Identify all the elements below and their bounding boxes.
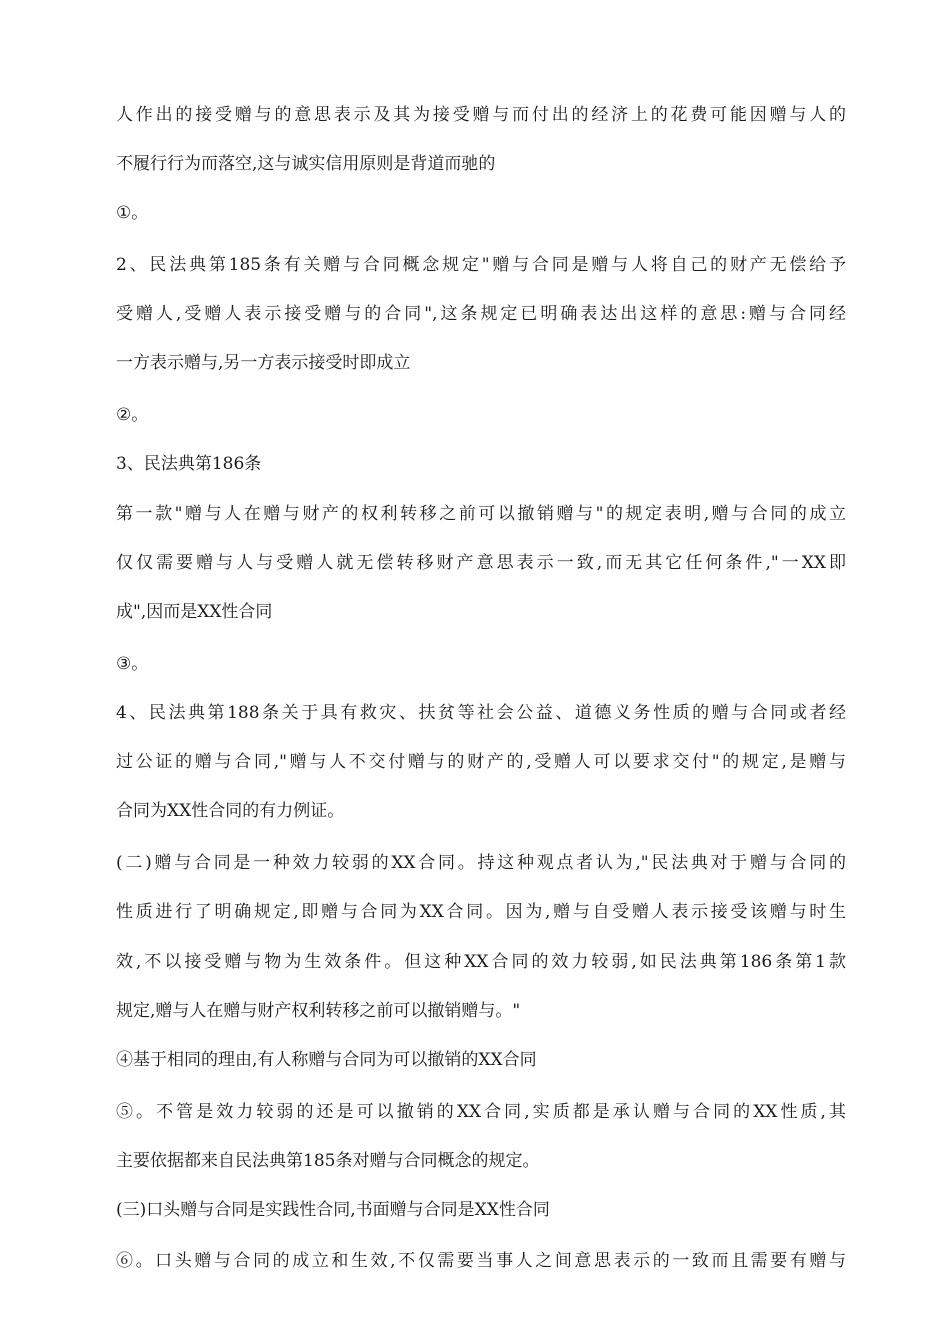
text-line: 规定,赠与人在赠与财产权利转移之前可以撤销赠与。" [116,1001,521,1021]
text-line: 4、民法典第188条关于具有救灾、扶贫等社会公益、道德义务性质的赠与合同或者经 [116,703,846,723]
text-line: 2、民法典第185条有关赠与合同概念规定"赠与合同是赠与人将自己的财产无偿给予 [116,255,846,275]
text-line: 人作出的接受赠与的意思表示及其为接受赠与而付出的经济上的花费可能因赠与人的 [116,105,846,125]
text-line: ⑥。口头赠与合同的成立和生效,不仅需要当事人之间意思表示的一致而且需要有赠与 [116,1251,846,1271]
text-line: 受赠人,受赠人表示接受赠与的合同",这条规定已明确表达出这样的意思:赠与合同经 [116,304,846,324]
text-line: (三)口头赠与合同是实践性合同,书面赠与合同是XX性合同 [116,1200,550,1220]
text-line: 第一款"赠与人在赠与财产的权利转移之前可以撤销赠与"的规定表明,赠与合同的成立 [116,504,846,524]
text-line: ④基于相同的理由,有人称赠与合同为可以撤销的XX合同 [116,1050,537,1070]
text-line: 不履行行为而落空,这与诚实信用原则是背道而驰的 [116,154,496,174]
text-line: 3、民法典第186条 [116,454,262,474]
text-line: 成",因而是XX性合同 [116,602,273,622]
text-line: 合同为XX性合同的有力例证。 [116,801,345,821]
text-line: 主要依据都来自民法典第185条对赠与合同概念的规定。 [116,1151,540,1171]
text-line: 性质进行了明确规定,即赠与合同为XX合同。因为,赠与自受赠人表示接受该赠与时生 [116,902,846,922]
text-line: 效,不以接受赠与物为生效条件。但这种XX合同的效力较弱,如民法典第186条第1款 [116,952,846,972]
text-line: 仅仅需要赠与人与受赠人就无偿转移财产意思表示一致,而无其它任何条件,"一XX即 [116,553,846,573]
text-line: ⑤。不管是效力较弱的还是可以撤销的XX合同,实质都是承认赠与合同的XX性质,其 [116,1102,846,1122]
text-line: ③。 [116,654,149,674]
text-line: 一方表示赠与,另一方表示接受时即成立 [116,353,411,373]
text-line: 过公证的赠与合同,"赠与人不交付赠与的财产的,受赠人可以要求交付"的规定,是赠与 [116,752,846,772]
text-line: ②。 [116,405,149,425]
text-line: ①。 [116,203,149,223]
text-line: (二)赠与合同是一种效力较弱的XX合同。持这种观点者认为,"民法典对于赠与合同的 [116,853,846,873]
